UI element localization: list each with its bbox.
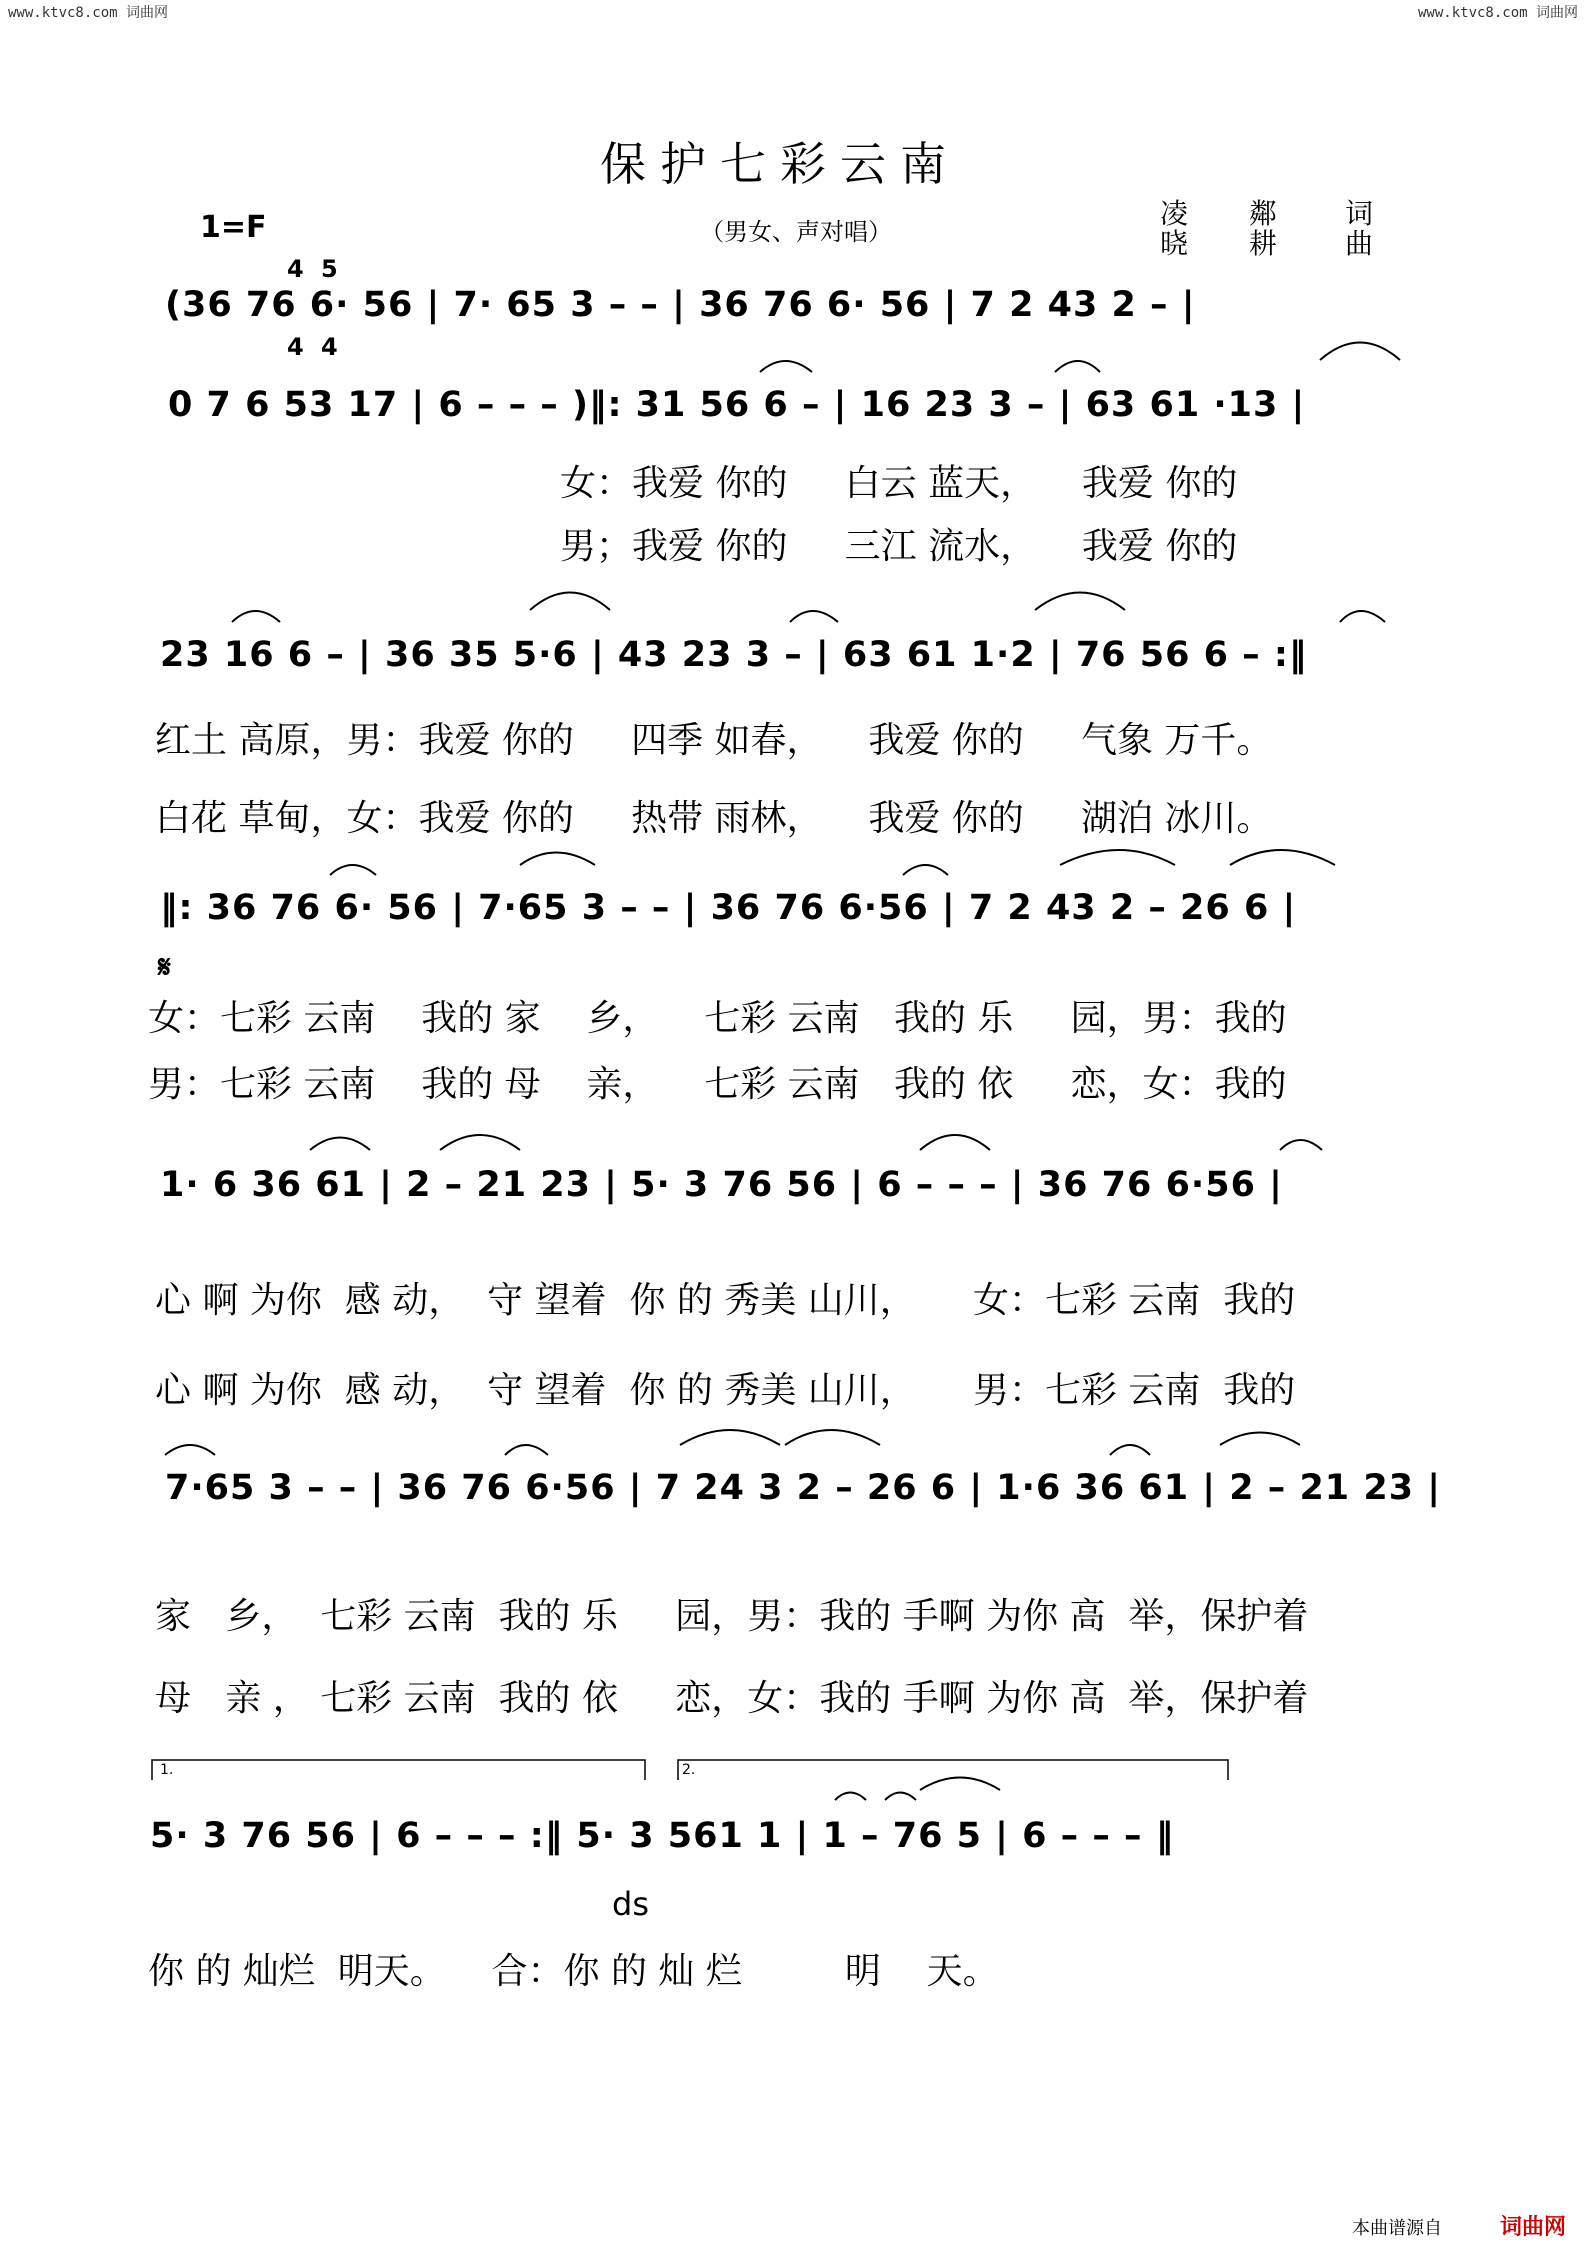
notation-line-2: 0 7 6 53 17 | 6 – – – )‖: 31 56 6 – | 16 23 3 – | 63 61 ·13 | <box>168 385 1306 425</box>
composer-name: 晓 耕 <box>1160 227 1303 260</box>
slur <box>1035 593 1125 611</box>
slur <box>310 1138 370 1151</box>
notation-line-5: 1· 6 36 61 | 2 – 21 23 | 5· 3 76 56 | 6 – – – | 36 76 6·56 | <box>160 1165 1283 1205</box>
slur <box>530 593 610 611</box>
slur <box>330 865 376 875</box>
site-watermark-left: www.ktvc8.com 词曲网 <box>8 5 169 21</box>
notation-line-4: ‖: 36 76 6· 56 | 7·65 3 – – | 36 76 6·56 | 7 2 43 2 – 26 6 | <box>160 888 1297 928</box>
lyric-line-6b: 母 亲 ， 七彩 云南 我的 依 恋，女：我的 手啊 为你 高 举，保护着 <box>155 1678 1309 1719</box>
slur <box>1320 343 1400 361</box>
performance-note: （男女、声对唱） <box>700 218 892 246</box>
lyric-line-5a: 心 啊 为你 感 动， 守 望着 你 的 秀美 山川， 女：七彩 云南 我的 <box>155 1280 1296 1321</box>
slur <box>1060 850 1175 865</box>
song-title: 保护七彩云南 <box>600 137 960 191</box>
lyric-line-5b: 心 啊 为你 感 动， 守 望着 你 的 秀美 山川， 男：七彩 云南 我的 <box>155 1370 1296 1411</box>
slur <box>920 1135 990 1150</box>
lyric-line-4a: 女：七彩 云南 我的 家 乡， 七彩 云南 我的 乐 园，男：我的 <box>148 998 1287 1039</box>
dal-segno-mark: ds <box>612 1885 649 1923</box>
notation-line-7: 5· 3 76 56 | 6 – – – :‖ 5· 3 561 1 | 1 – 76 5 | 6 – – – ‖ <box>150 1816 1175 1856</box>
slur <box>1280 1140 1322 1150</box>
slur <box>835 1793 866 1801</box>
slur <box>885 1793 916 1801</box>
notation-line-6: 7·65 3 – – | 36 76 6·56 | 7 24 3 2 – 26 6 | 1·6 36 61 | 2 – 21 23 | <box>165 1468 1442 1508</box>
slur <box>920 1778 1000 1791</box>
time-signature-top: 4 <box>287 255 304 283</box>
composer-role: 曲 <box>1345 227 1400 260</box>
segno-sign: 𝄋 <box>158 950 171 985</box>
key-signature: 1=F <box>200 210 267 245</box>
slur <box>505 1445 548 1455</box>
slur <box>232 611 280 622</box>
footer-source: 本曲谱源自 <box>1352 2218 1442 2239</box>
slur <box>1340 611 1385 622</box>
slur <box>680 1430 780 1445</box>
volta-2-bracket <box>678 1760 1228 1780</box>
site-watermark-right: www.ktvc8.com 词曲网 <box>1418 5 1579 21</box>
time-signature-bottom: 4 <box>287 333 304 361</box>
lyricist-role: 词 <box>1345 197 1400 230</box>
lyric-line-7: 你 的 灿烂 明天。 合：你 的 灿 烂 明 天。 <box>148 1951 999 1992</box>
slur <box>440 1135 520 1150</box>
lyric-line-3b: 白花 草甸，女：我爱 你的 热带 雨林， 我爱 你的 湖泊 冰川。 <box>155 798 1273 839</box>
slur <box>165 1445 215 1455</box>
slur <box>1220 1433 1300 1446</box>
notation-line-1: (36 76 6· 56 | 7· 65 3 – – | 36 76 6· 56 | 7 2 43 2 – | <box>165 285 1196 325</box>
slur <box>903 865 948 875</box>
slur <box>520 853 595 866</box>
volta-1-bracket <box>152 1760 645 1780</box>
slur <box>790 611 838 622</box>
slur <box>1110 1445 1150 1455</box>
time-signature-top: 5 <box>321 255 338 283</box>
lyric-line-4b: 男：七彩 云南 我的 母 亲， 七彩 云南 我的 依 恋，女：我的 <box>148 1064 1287 1105</box>
slur <box>1230 850 1335 865</box>
lyric-line-2b: 男；我爱 你的 三江 流水， 我爱 你的 <box>560 526 1238 567</box>
volta-1-label: 1. <box>160 1762 174 1778</box>
lyric-line-3a: 红土 高原，男：我爱 你的 四季 如春， 我爱 你的 气象 万千。 <box>155 720 1273 761</box>
slur <box>785 1430 880 1445</box>
lyric-line-6a: 家 乡， 七彩 云南 我的 乐 园，男：我的 手啊 为你 高 举，保护着 <box>155 1596 1309 1637</box>
notation-line-3: 23 16 6 – | 36 35 5·6 | 43 23 3 – | 63 61 1·2 | 76 56 6 – :‖ <box>160 635 1308 675</box>
lyricist-name: 凌 鄰 <box>1160 197 1303 230</box>
footer-site: 词曲网 <box>1500 2215 1567 2240</box>
slur <box>1055 361 1100 372</box>
volta-2-label: 2. <box>682 1762 696 1778</box>
lyric-line-2a: 女：我爱 你的 白云 蓝天， 我爱 你的 <box>560 463 1238 504</box>
time-signature-bottom: 4 <box>321 333 338 361</box>
slur <box>760 361 812 372</box>
